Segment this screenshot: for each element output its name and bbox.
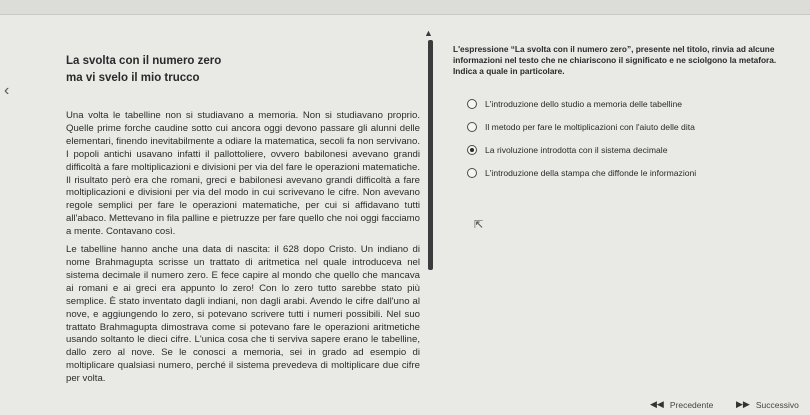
answer-option-3[interactable]	[467, 140, 797, 159]
answer-option-label: Il metodo per fare le moltiplicazioni con l'aiuto delle dita	[485, 121, 695, 132]
rewind-icon: ◀◀	[650, 399, 664, 409]
top-bar	[0, 0, 810, 15]
answer-option-label: L'introduzione dello studio a memoria delle tabelline	[485, 98, 683, 109]
radio-button[interactable]	[467, 168, 477, 178]
passage-title	[66, 53, 366, 87]
radio-button[interactable]	[467, 122, 477, 132]
chevron-left-icon[interactable]: ‹	[4, 82, 10, 99]
passage-text	[66, 110, 420, 391]
answer-option-1[interactable]	[467, 94, 797, 113]
previous-button[interactable]	[650, 399, 713, 410]
footer-navigation	[650, 396, 810, 415]
radio-button[interactable]	[467, 99, 477, 109]
fast-forward-icon: ▶▶	[736, 399, 750, 409]
answer-option-2[interactable]	[467, 117, 797, 136]
mouse-pointer-icon: ⇱	[474, 219, 484, 231]
next-button[interactable]	[736, 399, 799, 410]
next-label: Successivo	[755, 399, 799, 410]
splitter-scrollbar[interactable]	[428, 40, 433, 270]
question-text: L'espressione “La svolta con il numero zero”, presente nel titolo, rinvia ad alcune informazioni nel testo che ne chiariscono il significato e ne sciolgono la metafora. Indica a quale in particolare.	[453, 44, 777, 77]
passage-paragraph-2: Le tabelline hanno anche una data di nascita: il 628 dopo Cristo. Un indiano di nome Brahmagupta scrisse un trattato di aritmetica nel quale introduceva nel sistema decimale il numero zero. E fece capire al mondo che quello che mancava ai romani e ai greci era appunto lo zero! Con lo zero tutto sarebbe stato più semplice. È stato inventato dagli indiani, non dagli arabi. Avendo le cifre dall'uno al nove, e aggiungendo lo zero, si potevano scrivere tutti i numeri possibili. Nel suo trattato Brahmagupta dimostrava come si potevano fare le operazioni aritmetiche usando soltanto le dieci cifre. L'unica cosa che ti serviva sapere erano le tabelline, dallo zero al nove. Se le conosci a memoria, sei in grado ad esempio di moltiplicare qualsiasi numero, perché il sistema prevedeva di moltiplicare due cifre per volta.	[66, 244, 420, 385]
radio-button-selected[interactable]	[467, 145, 477, 155]
answer-option-label: L'introduzione della stampa che diffonde le informazioni	[485, 167, 697, 178]
triangle-up-icon[interactable]: ▲	[424, 28, 433, 38]
answer-option-4[interactable]	[467, 163, 797, 182]
previous-label: Precedente	[669, 399, 714, 410]
answer-options	[467, 94, 797, 186]
answer-option-label: La rivoluzione introdotta con il sistema decimale	[485, 144, 668, 155]
passage-title-line2: ma vi svelo il mio trucco	[66, 72, 200, 84]
passage-title-line1: La svolta con il numero zero	[66, 55, 222, 67]
passage-paragraph-1: Una volta le tabelline non si studiavano a memoria. Non si studiavano proprio. Quelle prime forche caudine sotto cui ancora oggi devono passare gli alunni delle elementari, finendo inevitabilmente a odiare la matematica, secoli fa non servivano. I popoli antichi usavano infatti il pallottoliere, ovvero babilonesi avevano grandi difficoltà a fare moltiplicazioni e divisioni per via del fare le operazioni matematiche. Il risultato però era che romani, greci e babilonesi avevano grandi difficoltà a fare moltiplicazioni e divisioni per via del modo in cui scrivevano le cifre. Non avevano regole semplici per fare le operazioni matematiche, per cui si affidavano tutti all'abaco. Mettevano in fila palline e pietruzze per fare quello che noi oggi facciamo a mente. Contavano così.	[66, 110, 420, 238]
